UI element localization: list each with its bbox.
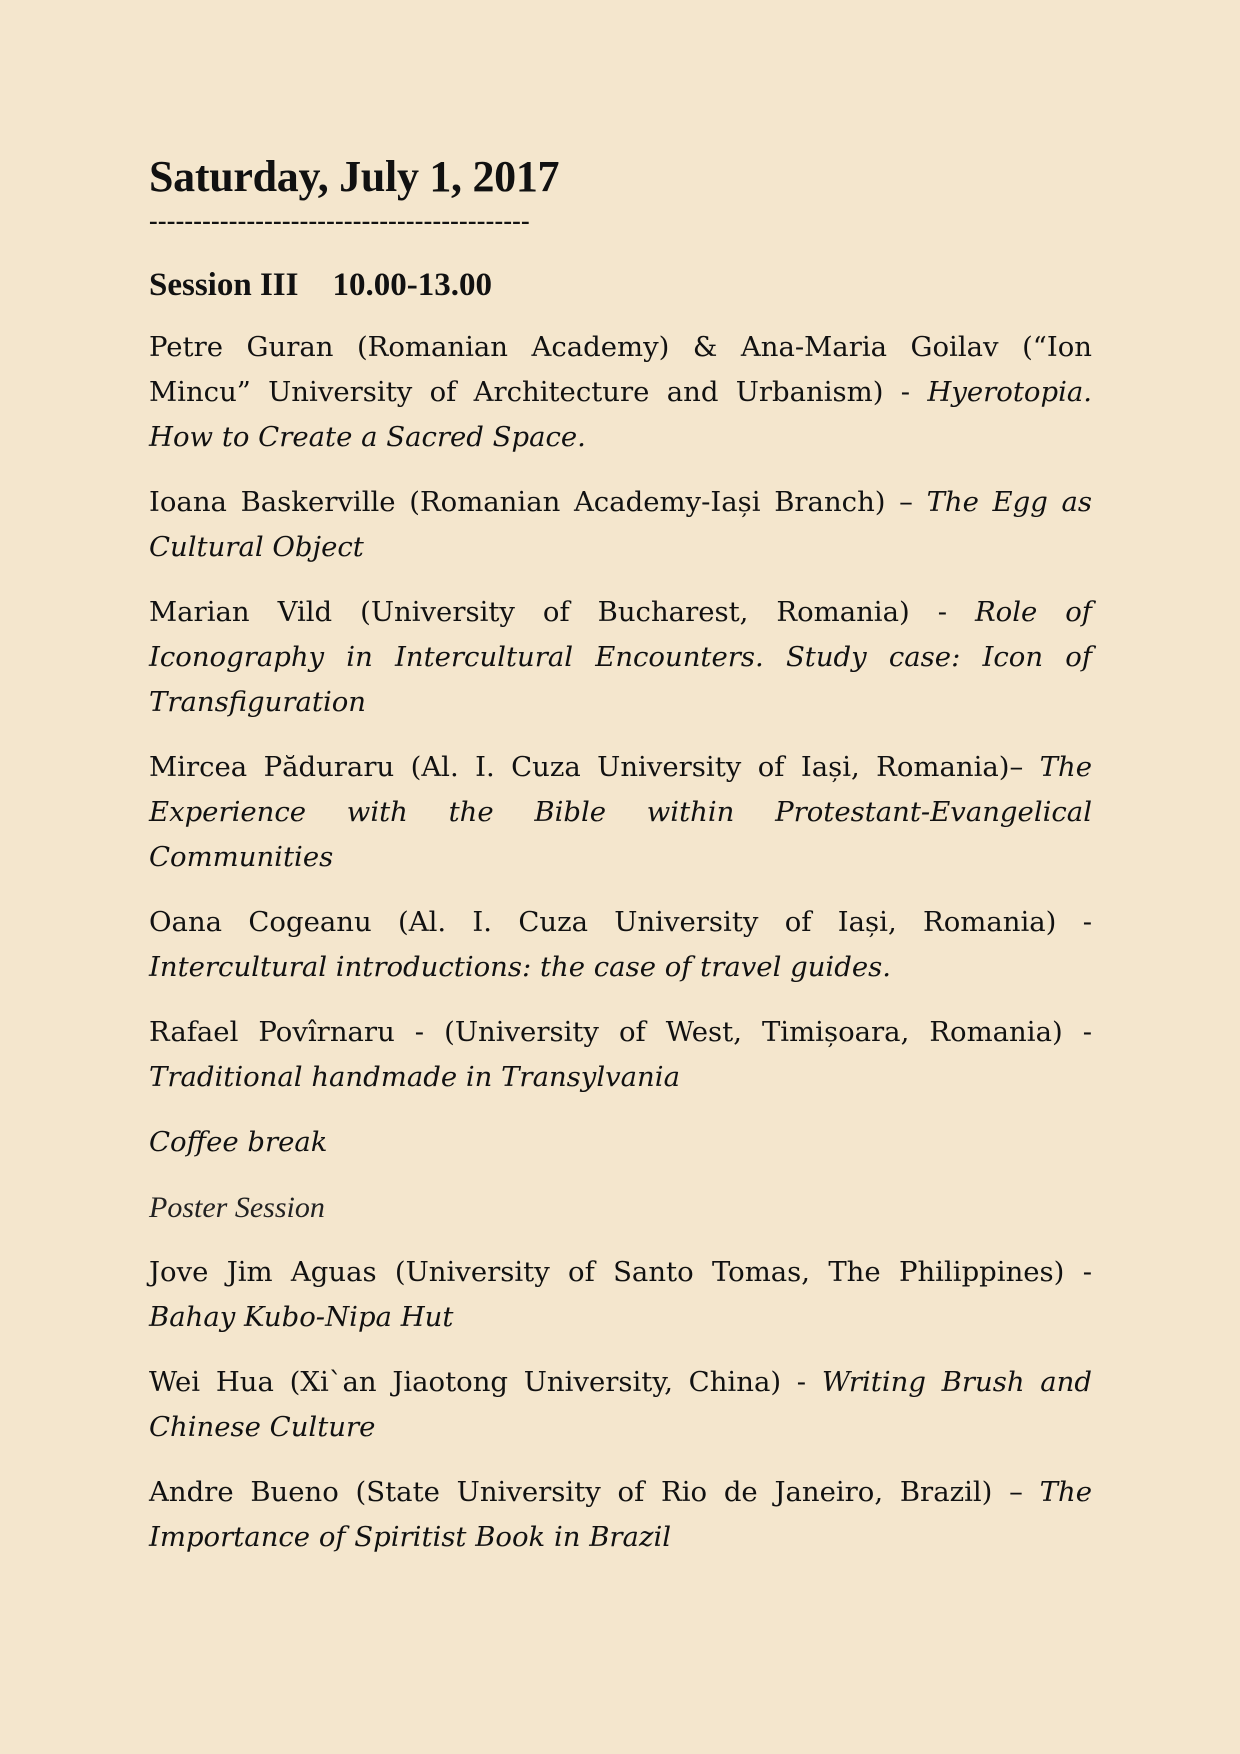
entry-presenter: Petre Guran (Romanian Academy) & Ana-Maria Goilav (“Ion Mincu” University of Architecture and Urbanism) - xyxy=(149,331,1092,408)
entry-presenter: Oana Cogeanu (Al. I. Cuza University of Iași, Romania) - xyxy=(149,906,1092,938)
program-entry xyxy=(149,480,1092,570)
divider-line: ------------------------------------------- xyxy=(149,206,530,235)
entry-title: Hyerotopia. How to Create a Sacred Space. xyxy=(149,376,1092,453)
coffee-break: Coffee break xyxy=(149,1126,328,1158)
entry-title: The Importance of Spiritist Book in Brazil xyxy=(149,1476,1092,1553)
entry-presenter: Andre Bueno (State University of Rio de Janeiro, Brazil) – xyxy=(149,1476,1040,1508)
program-page xyxy=(149,148,1092,1580)
entry-presenter: Jove Jim Aguas (University of Santo Tomas, The Philippines) - xyxy=(149,1256,1092,1288)
entry-presenter: Marian Vild (University of Bucharest, Romania) - xyxy=(149,596,975,628)
entry-title: The Experience with the Bible within Protestant-Evangelical Communities xyxy=(149,751,1092,873)
program-entry xyxy=(149,325,1092,460)
entry-title: Writing Brush and Chinese Culture xyxy=(149,1366,1092,1443)
entry-presenter: Mircea Păduraru (Al. I. Cuza University of Iași, Romania)– xyxy=(149,751,1040,783)
poster-entry xyxy=(149,1470,1092,1560)
program-entry xyxy=(149,900,1092,990)
program-entry xyxy=(149,745,1092,880)
entry-title: Traditional handmade in Transylvania xyxy=(149,1061,680,1093)
poster-session-heading: Poster Session xyxy=(149,1191,325,1224)
poster-entry xyxy=(149,1250,1092,1340)
entry-title: The Egg as Cultural Object xyxy=(149,486,1092,563)
entry-presenter: Wei Hua (Xi`an Jiaotong University, China) - xyxy=(149,1366,822,1398)
entry-title: Bahay Kubo-Nipa Hut xyxy=(149,1301,454,1333)
entry-presenter: Ioana Baskerville (Romanian Academy-Iași Branch) – xyxy=(149,486,927,518)
session-name: Session III xyxy=(149,267,299,303)
entry-title: Role of Iconography in Intercultural Encounters. Study case: Icon of Transfiguration xyxy=(149,596,1092,718)
session-heading xyxy=(149,263,1092,307)
poster-entry xyxy=(149,1360,1092,1450)
entry-presenter: Rafael Povîrnaru - (University of West, Timișoara, Romania) - xyxy=(149,1016,1092,1048)
program-entry xyxy=(149,1010,1092,1100)
entry-title: Intercultural introductions: the case of travel guides. xyxy=(149,951,891,983)
session-time: 10.00-13.00 xyxy=(332,267,492,303)
day-title: Saturday, July 1, 2017 xyxy=(149,152,560,201)
session-entries xyxy=(149,325,1092,1560)
program-entry xyxy=(149,590,1092,725)
